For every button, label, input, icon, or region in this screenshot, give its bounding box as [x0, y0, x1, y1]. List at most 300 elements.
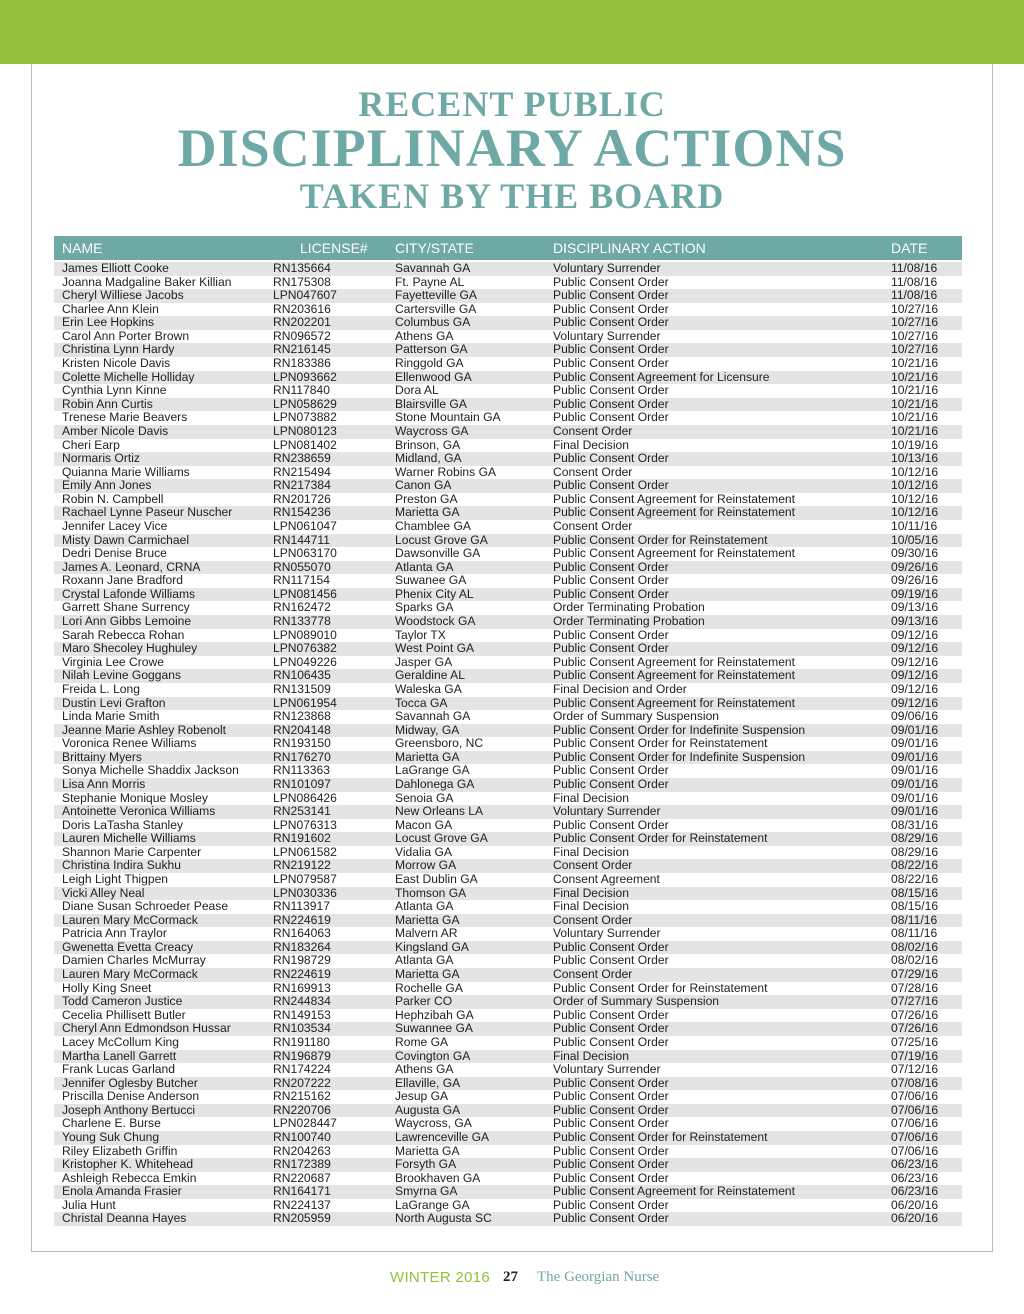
- cell-action: Public Consent Order: [553, 451, 669, 466]
- cell-name: Misty Dawn Carmichael: [62, 532, 190, 547]
- cell-city: Morrow GA: [395, 858, 457, 873]
- cell-city: Marietta GA: [395, 749, 460, 764]
- cell-license: RN219122: [273, 858, 331, 873]
- cell-name: Roxann Jane Bradford: [62, 573, 184, 588]
- cell-action: Public Consent Agreement for Reinstatement: [553, 668, 796, 683]
- cell-date: 07/06/16: [891, 1143, 939, 1158]
- table-row: [54, 561, 962, 575]
- cell-city: East Dublin GA: [395, 872, 478, 887]
- table-row: [54, 1022, 962, 1036]
- cell-city: Tocca GA: [395, 695, 448, 710]
- cell-license: RN253141: [273, 804, 331, 819]
- cell-city: Marietta GA: [395, 1143, 460, 1158]
- cell-city: Parker CO: [395, 994, 453, 1009]
- cell-license: LPN049226: [273, 654, 337, 669]
- cell-date: 10/21/16: [891, 410, 939, 425]
- cell-action: Final Decision: [553, 790, 629, 805]
- cell-name: Lauren Michelle Williams: [62, 831, 196, 846]
- cell-city: Ringgold GA: [395, 356, 464, 371]
- cell-city: Midway, GA: [395, 722, 460, 737]
- cell-city: Augusta GA: [395, 1102, 461, 1117]
- cell-action: Public Consent Order: [553, 356, 669, 371]
- cell-action: Voluntary Surrender: [553, 261, 661, 275]
- cell-city: Patterson GA: [395, 342, 468, 357]
- cell-city: Ft. Payne AL: [395, 274, 465, 289]
- cell-city: Macon GA: [395, 817, 453, 832]
- cell-action: Public Consent Order: [553, 1034, 669, 1049]
- cell-date: 09/13/16: [891, 600, 939, 615]
- cell-city: Sparks GA: [395, 600, 454, 615]
- cell-action: Public Consent Order: [553, 1007, 669, 1022]
- cell-action: Public Consent Order: [553, 1075, 669, 1090]
- cell-city: Ellenwood GA: [395, 369, 472, 384]
- cell-license: LPN076313: [273, 817, 337, 832]
- cell-name: Sarah Rebecca Rohan: [62, 627, 185, 642]
- cell-license: RN183386: [273, 356, 331, 371]
- cell-name: Robin Ann Curtis: [62, 396, 153, 411]
- cell-action: Public Consent Order for Reinstatement: [553, 980, 768, 995]
- cell-date: 10/21/16: [891, 383, 939, 398]
- cell-license: RN176270: [273, 749, 331, 764]
- cell-name: Cheryl Williese Jacobs: [62, 288, 184, 303]
- cell-city: Athens GA: [395, 1062, 454, 1077]
- cell-license: RN183264: [273, 939, 331, 954]
- cell-date: 07/06/16: [891, 1102, 939, 1117]
- cell-action: Public Consent Order: [553, 274, 669, 289]
- cell-license: RN204148: [273, 722, 331, 737]
- cell-action: Order Terminating Probation: [553, 614, 705, 629]
- cell-name: Cecelia Phillisett Butler: [62, 1007, 186, 1022]
- cell-action: Public Consent Agreement for Reinstatement: [553, 654, 796, 669]
- cell-date: 08/29/16: [891, 831, 939, 846]
- cell-action: Public Consent Order: [553, 342, 669, 357]
- cell-action: Order of Summary Suspension: [553, 994, 720, 1009]
- cell-license: RN191602: [273, 831, 331, 846]
- column-header-city: CITY/STATE: [395, 240, 474, 256]
- cell-city: Midland, GA: [395, 451, 462, 466]
- cell-license: LPN061954: [273, 695, 337, 710]
- cell-name: James Elliott Cooke: [62, 261, 169, 275]
- table-row: [54, 289, 962, 303]
- cell-action: Consent Order: [553, 858, 633, 873]
- cell-action: Public Consent Order: [553, 1021, 669, 1036]
- cell-action: Public Consent Order: [553, 1089, 669, 1104]
- cell-name: Todd Cameron Justice: [62, 994, 183, 1009]
- cell-action: Public Consent Order for Reinstatement: [553, 736, 768, 751]
- cell-name: Emily Ann Jones: [62, 478, 152, 493]
- cell-license: RN205959: [273, 1211, 331, 1226]
- cell-city: Savannah GA: [395, 261, 471, 275]
- cell-name: Lacey McCollum King: [62, 1034, 179, 1049]
- cell-license: RN220706: [273, 1102, 331, 1117]
- cell-name: Dedri Denise Bruce: [62, 546, 167, 561]
- page-footer: [0, 1269, 1024, 1291]
- table-row: [54, 1009, 962, 1023]
- table-row: [54, 710, 962, 724]
- cell-name: Sonya Michelle Shaddix Jackson: [62, 763, 239, 778]
- cell-action: Public Consent Order for Indefinite Suspension: [553, 749, 806, 764]
- cell-date: 09/12/16: [891, 654, 939, 669]
- cell-action: Public Consent Agreement for Reinstatement: [553, 695, 796, 710]
- cell-city: Senoia GA: [395, 790, 454, 805]
- page-number: 27: [503, 1269, 518, 1285]
- cell-action: Voluntary Surrender: [553, 926, 661, 941]
- cell-date: 10/11/16: [891, 518, 938, 533]
- column-header-name: NAME: [62, 240, 103, 256]
- cell-date: 06/23/16: [891, 1157, 939, 1172]
- cell-license: LPN093662: [273, 369, 337, 384]
- table-row: [54, 371, 962, 385]
- cell-license: RN196879: [273, 1048, 331, 1063]
- cell-license: RN169913: [273, 980, 331, 995]
- title-line-1: RECENT PUBLIC: [358, 84, 666, 124]
- cell-date: 07/06/16: [891, 1116, 939, 1131]
- table-row: [54, 778, 962, 792]
- cell-city: Dahlonega GA: [395, 776, 475, 791]
- cell-action: Public Consent Order: [553, 1197, 669, 1212]
- cell-city: Cartersville GA: [395, 301, 477, 316]
- table-row: [54, 452, 962, 466]
- cell-date: 10/12/16: [891, 491, 939, 506]
- table-row: [54, 927, 962, 941]
- cell-date: 08/15/16: [891, 899, 939, 914]
- table-row: [54, 1077, 962, 1091]
- cell-date: 10/21/16: [891, 356, 939, 371]
- cell-action: Public Consent Order: [553, 1102, 669, 1117]
- cell-date: 10/27/16: [891, 301, 939, 316]
- cell-date: 07/26/16: [891, 1007, 939, 1022]
- cell-action: Public Consent Order: [553, 315, 669, 330]
- table-row: [54, 547, 962, 561]
- cell-license: LPN061582: [273, 844, 337, 859]
- cell-license: RN175308: [273, 274, 331, 289]
- cell-action: Consent Order: [553, 464, 633, 479]
- cell-action: Public Consent Order: [553, 559, 669, 574]
- cell-license: LPN047607: [273, 288, 337, 303]
- cell-name: Riley Elizabeth Griffin: [62, 1143, 178, 1158]
- cell-city: Marietta GA: [395, 912, 460, 927]
- cell-city: Ellaville, GA: [395, 1075, 461, 1090]
- cell-action: Consent Order: [553, 518, 633, 533]
- cell-date: 08/31/16: [891, 817, 939, 832]
- cell-date: 10/21/16: [891, 369, 939, 384]
- cell-city: Blairsville GA: [395, 396, 467, 411]
- table-row: [54, 588, 962, 602]
- cell-name: Shannon Marie Carpenter: [62, 844, 202, 859]
- table-row: [54, 669, 962, 683]
- cell-license: RN144711: [273, 532, 330, 547]
- cell-action: Final Decision and Order: [553, 681, 687, 696]
- cell-action: Final Decision: [553, 899, 629, 914]
- cell-date: 07/27/16: [891, 994, 939, 1009]
- cell-license: LPN061047: [273, 518, 337, 533]
- cell-city: Forsyth GA: [395, 1157, 457, 1172]
- cell-action: Public Consent Agreement for Reinstatement: [553, 1184, 796, 1199]
- table-row: [54, 792, 962, 806]
- table-row: [54, 832, 962, 846]
- cell-name: Linda Marie Smith: [62, 709, 160, 724]
- table-row: [54, 601, 962, 615]
- cell-action: Public Consent Agreement for Reinstatement: [553, 546, 796, 561]
- cell-city: Athens GA: [395, 328, 454, 343]
- cell-date: 06/20/16: [891, 1211, 939, 1226]
- cell-city: Waycross, GA: [395, 1116, 472, 1131]
- cell-city: Covington GA: [395, 1048, 471, 1063]
- cell-city: Atlanta GA: [395, 899, 454, 914]
- cell-date: 08/15/16: [891, 885, 939, 900]
- cell-license: RN217384: [273, 478, 331, 493]
- cell-city: Atlanta GA: [395, 953, 454, 968]
- title-line-2: DISCIPLINARY ACTIONS: [177, 118, 847, 178]
- cell-action: Public Consent Order for Reinstatement: [553, 831, 768, 846]
- cell-city: Canon GA: [395, 478, 452, 493]
- cell-license: LPN030336: [273, 885, 337, 900]
- cell-action: Public Consent Order: [553, 1211, 669, 1226]
- cell-name: Patricia Ann Traylor: [62, 926, 167, 941]
- cell-city: Jesup GA: [395, 1089, 449, 1104]
- cell-name: Lori Ann Gibbs Lemoine: [62, 614, 192, 629]
- cell-name: Young Suk Chung: [62, 1130, 160, 1144]
- cell-name: Cynthia Lynn Kinne: [62, 383, 167, 398]
- cell-name: Lauren Mary McCormack: [62, 912, 198, 927]
- cell-city: Marietta GA: [395, 505, 460, 520]
- table-row: [54, 1145, 962, 1159]
- cell-city: Vidalia GA: [395, 844, 452, 859]
- cell-action: Voluntary Surrender: [553, 804, 661, 819]
- cell-date: 11/08/16: [891, 288, 938, 303]
- cell-license: RN215162: [273, 1089, 331, 1104]
- cell-date: 09/01/16: [891, 763, 939, 778]
- cell-name: Joseph Anthony Bertucci: [62, 1102, 196, 1117]
- top-color-band: [0, 0, 1024, 64]
- cell-date: 07/29/16: [891, 967, 939, 982]
- cell-city: Rome GA: [395, 1034, 449, 1049]
- cell-name: Carol Ann Porter Brown: [62, 328, 190, 343]
- cell-license: RN191180: [273, 1034, 330, 1049]
- cell-name: Holly King Sneet: [62, 980, 152, 995]
- cell-license: RN162472: [273, 600, 331, 615]
- cell-license: RN207222: [273, 1075, 331, 1090]
- cell-city: Brookhaven GA: [395, 1170, 481, 1185]
- table-row: [54, 398, 962, 412]
- table-header: [54, 236, 962, 260]
- cell-name: Trenese Marie Beavers: [62, 410, 188, 425]
- table-row: [54, 466, 962, 480]
- table-row: [54, 751, 962, 765]
- cell-date: 08/22/16: [891, 858, 939, 873]
- table-row: [54, 1104, 962, 1118]
- cell-name: Frank Lucas Garland: [62, 1062, 175, 1077]
- cell-city: West Point GA: [395, 641, 475, 656]
- cell-name: Leigh Light Thigpen: [62, 872, 169, 887]
- cell-name: Charlene E. Burse: [62, 1116, 161, 1131]
- cell-action: Public Consent Agreement for Reinstatement: [553, 505, 796, 520]
- cell-license: LPN081456: [273, 586, 337, 601]
- cell-date: 10/19/16: [891, 437, 939, 452]
- cell-city: Lawrenceville GA: [395, 1130, 490, 1144]
- cell-city: Suwanee GA: [395, 573, 467, 588]
- column-header-license: LICENSE#: [300, 240, 368, 256]
- cell-name: Cheri Earp: [62, 437, 120, 452]
- column-header-action: DISCIPLINARY ACTION: [553, 240, 706, 256]
- cell-license: RN193150: [273, 736, 331, 751]
- cell-name: Garrett Shane Surrency: [62, 600, 190, 615]
- cell-date: 09/01/16: [891, 804, 939, 819]
- table-row: [54, 1212, 962, 1226]
- table-row: [54, 764, 962, 778]
- cell-action: Public Consent Order for Reinstatement: [553, 1130, 768, 1144]
- cell-date: 07/25/16: [891, 1034, 939, 1049]
- cell-name: Colette Michelle Holliday: [62, 369, 195, 384]
- cell-date: 08/11/16: [891, 912, 938, 927]
- cell-city: Locust Grove GA: [395, 831, 488, 846]
- cell-date: 09/01/16: [891, 776, 939, 791]
- cell-name: Quianna Marie Williams: [62, 464, 190, 479]
- cell-date: 10/27/16: [891, 342, 939, 357]
- cell-city: Suwannee GA: [395, 1021, 473, 1036]
- cell-license: RN117840: [273, 383, 330, 398]
- cell-name: Damien Charles McMurray: [62, 953, 206, 968]
- table-row: [54, 615, 962, 629]
- table-row: [54, 439, 962, 453]
- cell-date: 07/26/16: [891, 1021, 939, 1036]
- cell-action: Order Terminating Probation: [553, 600, 705, 615]
- cell-action: Public Consent Order: [553, 410, 669, 425]
- table-row: [54, 629, 962, 643]
- cell-date: 07/19/16: [891, 1048, 939, 1063]
- table-row: [54, 1185, 962, 1199]
- cell-date: 08/29/16: [891, 844, 939, 859]
- cell-city: Malvern AR: [395, 926, 458, 941]
- cell-date: 07/06/16: [891, 1089, 939, 1104]
- cell-license: RN174224: [273, 1062, 331, 1077]
- cell-action: Public Consent Order: [553, 939, 669, 954]
- cell-date: 10/21/16: [891, 396, 939, 411]
- cell-license: RN172389: [273, 1157, 331, 1172]
- cell-license: RN216145: [273, 342, 331, 357]
- cell-date: 07/08/16: [891, 1075, 939, 1090]
- table-row: [54, 859, 962, 873]
- cell-license: RN055070: [273, 559, 331, 574]
- cell-license: RN149153: [273, 1007, 331, 1022]
- cell-city: Greensboro, NC: [395, 736, 484, 751]
- cell-license: RN103534: [273, 1021, 331, 1036]
- cell-action: Public Consent Order: [553, 627, 669, 642]
- cell-city: Stone Mountain GA: [395, 410, 501, 425]
- table-row: [54, 330, 962, 344]
- cell-city: Locust Grove GA: [395, 532, 488, 547]
- cell-license: RN198729: [273, 953, 331, 968]
- table-row: [54, 1199, 962, 1213]
- cell-license: RN201726: [273, 491, 331, 506]
- cell-action: Public Consent Order: [553, 396, 669, 411]
- cell-city: Savannah GA: [395, 709, 471, 724]
- cell-city: Phenix City AL: [395, 586, 474, 601]
- cell-city: Dawsonville GA: [395, 546, 481, 561]
- cell-license: LPN081402: [273, 437, 337, 452]
- cell-name: Lisa Ann Morris: [62, 776, 146, 791]
- cell-name: Antoinette Veronica Williams: [62, 804, 216, 819]
- cell-city: New Orleans LA: [395, 804, 484, 819]
- cell-city: LaGrange GA: [395, 1197, 470, 1212]
- cell-city: Preston GA: [395, 491, 458, 506]
- cell-license: RN106435: [273, 668, 331, 683]
- cell-license: LPN089010: [273, 627, 337, 642]
- cell-license: RN100740: [273, 1130, 331, 1144]
- cell-name: Rachael Lynne Paseur Nuscher: [62, 505, 233, 520]
- cell-license: RN238659: [273, 451, 331, 466]
- table-row: [54, 425, 962, 439]
- table-row: [54, 1050, 962, 1064]
- cell-name: Voronica Renee Williams: [62, 736, 197, 751]
- table-row: [54, 1036, 962, 1050]
- cell-city: Brinson, GA: [395, 437, 461, 452]
- cell-license: RN117154: [273, 573, 330, 588]
- table-row: [54, 520, 962, 534]
- cell-date: 09/12/16: [891, 641, 939, 656]
- cell-name: James A. Leonard, CRNA: [62, 559, 201, 574]
- table-row: [54, 1063, 962, 1077]
- cell-city: LaGrange GA: [395, 763, 470, 778]
- cell-license: RN224137: [273, 1197, 331, 1212]
- cell-date: 10/12/16: [891, 464, 939, 479]
- cell-date: 09/01/16: [891, 749, 939, 764]
- cell-license: RN101097: [273, 776, 331, 791]
- cell-action: Consent Order: [553, 967, 633, 982]
- cell-action: Public Consent Order: [553, 383, 669, 398]
- table-row: [54, 1117, 962, 1131]
- table-row: [54, 982, 962, 996]
- table-row: [54, 534, 962, 548]
- cell-license: LPN086426: [273, 790, 337, 805]
- cell-city: Smyrna GA: [395, 1184, 458, 1199]
- table-row: [54, 819, 962, 833]
- cell-city: Waleska GA: [395, 681, 462, 696]
- cell-name: Normaris Ortiz: [62, 451, 140, 466]
- cell-license: RN113363: [273, 763, 330, 778]
- cell-date: 09/26/16: [891, 573, 939, 588]
- cell-name: Kristen Nicole Davis: [62, 356, 171, 371]
- cell-date: 09/13/16: [891, 614, 939, 629]
- cell-date: 10/05/16: [891, 532, 939, 547]
- cell-date: 09/01/16: [891, 722, 939, 737]
- cell-name: Virginia Lee Crowe: [62, 654, 164, 669]
- cell-date: 06/20/16: [891, 1197, 939, 1212]
- cell-date: 10/12/16: [891, 478, 939, 493]
- table-row: [54, 683, 962, 697]
- cell-license: RN244834: [273, 994, 331, 1009]
- table-row: [54, 493, 962, 507]
- cell-name: Christina Indira Sukhu: [62, 858, 181, 873]
- cell-name: Priscilla Denise Anderson: [62, 1089, 200, 1104]
- cell-name: Jennifer Lacey Vice: [62, 518, 168, 533]
- cell-name: Maro Shecoley Hughuley: [62, 641, 198, 656]
- cell-name: Vicki Alley Neal: [62, 885, 145, 900]
- table-row: [54, 697, 962, 711]
- cell-date: 10/13/16: [891, 451, 939, 466]
- table-row: [54, 343, 962, 357]
- cell-name: Gwenetta Evetta Creacy: [62, 939, 194, 954]
- cell-date: 10/12/16: [891, 505, 939, 520]
- table-row: [54, 656, 962, 670]
- cell-date: 09/12/16: [891, 627, 939, 642]
- cell-license: LPN076382: [273, 641, 337, 656]
- cell-date: 11/08/16: [891, 261, 938, 275]
- cell-license: RN113917: [273, 899, 330, 914]
- cell-license: LPN028447: [273, 1116, 337, 1131]
- cell-name: Cheryl Ann Edmondson Hussar: [62, 1021, 231, 1036]
- table-row: [54, 968, 962, 982]
